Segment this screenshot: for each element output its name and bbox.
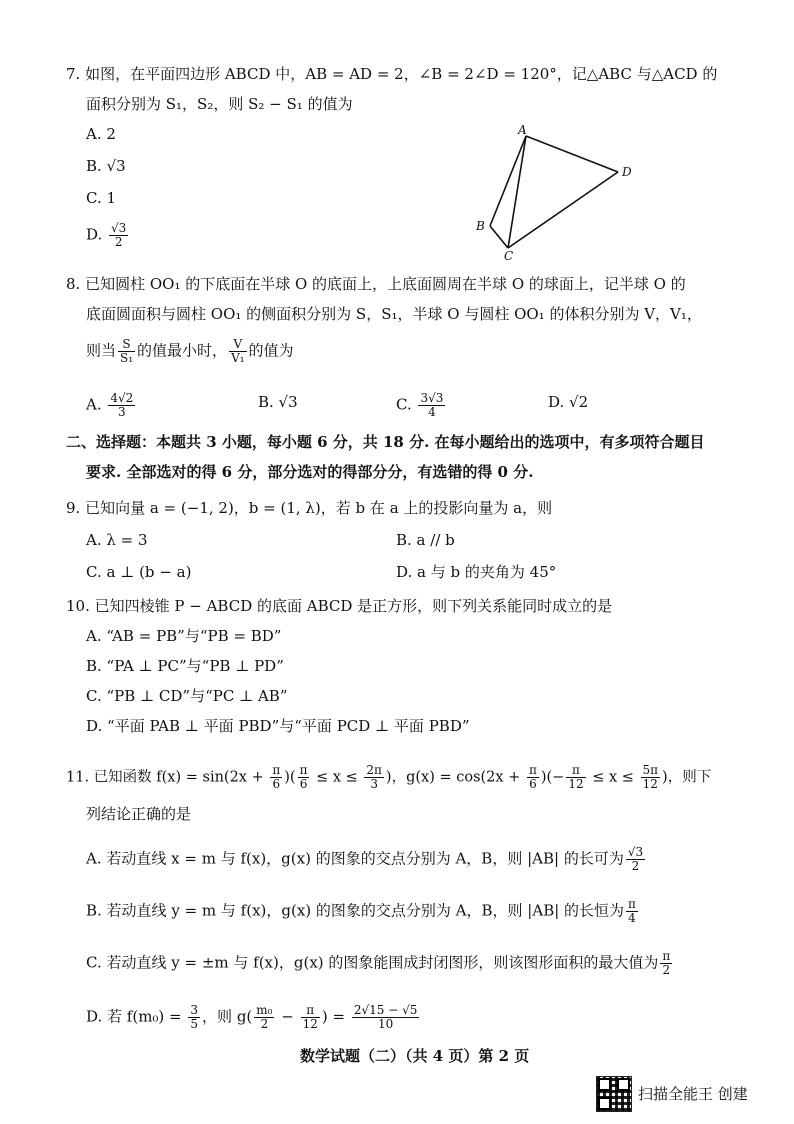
q11-option-c: C. 若动直线 y = ±m 与 f(x)，g(x) 的图象能围成封闭图形，则该图形面积的最大值为 $\frac{\pi}{2}$ — [86, 949, 671, 977]
q11-option-a: A. 若动直线 x = m 与 f(x)，g(x) 的图象的交点分别为 A，B，则 |AB| 的长可为 $\frac{√3}{2}$ — [86, 845, 644, 873]
q8-stem-line1: 8. 已知圆柱 OO₁ 的下底面在半球 O 的底面上，上底面圆周在半球 O 的球面上，记半球 O 的 — [66, 275, 686, 293]
q10-stem: 10. 已知四棱锥 P − ABCD 的底面 ABCD 是正方形，则下列关系能同时成立的是 — [66, 597, 613, 615]
qr-code-icon — [596, 1076, 632, 1112]
label-a: A — [518, 123, 527, 137]
q10-option-d: D. “平面 PAB ⊥ 平面 PBD”与“平面 PCD ⊥ 平面 PBD” — [86, 717, 470, 735]
label-d: D — [622, 165, 632, 179]
q7-option-d: D. $\frac{√3}{2}$ — [86, 221, 127, 249]
q8-stem-line2: 底面圆面积与圆柱 OO₁ 的侧面积分别为 S，S₁，半球 O 与圆柱 OO₁ 的体积分别为 V，V₁， — [86, 305, 702, 323]
q11-stem-line1: 11. 已知函数 f(x) = sin(2x + $\frac{\pi}{6}$ )( $\frac{\pi}{6}$ ≤ x ≤ $\frac{2\pi}{3}$ )，g(x) = cos(2x + $\frac{\pi}{6}$ )(− $\frac{\pi}{12}$ ≤ x ≤ $\frac{5\pi}{12}$ )，则下 — [66, 763, 712, 791]
q8-stem-line3: 则当 $\frac{S}{\text{S₁}}$ 的值最小时， $\frac{V}{\text{V₁}}$ 的值为 — [86, 337, 294, 365]
scanner-watermark: 扫描全能王 创建 — [638, 1085, 748, 1103]
quadrilateral-figure — [470, 122, 640, 262]
q7-option-b: B. √3 — [86, 157, 126, 175]
q7-stem-line1: 7. 如图，在平面四边形 ABCD 中，AB = AD = 2，∠B = 2∠D = 120°，记△ABC 与△ACD 的 — [66, 65, 718, 83]
q9-option-a: A. λ = 3 — [86, 531, 148, 549]
segment-ad — [526, 136, 618, 172]
section2-heading-line1: 二、选择题：本题共 3 小题，每小题 6 分，共 18 分. 在每小题给出的选项中，有多项符合题目 — [66, 433, 705, 451]
segment-ab — [490, 136, 526, 226]
q10-option-c: C. “PB ⊥ CD”与“PC ⊥ AB” — [86, 687, 288, 705]
q11-option-b: B. 若动直线 y = m 与 f(x)，g(x) 的图象的交点分别为 A，B，则 |AB| 的长恒为 $\frac{\pi}{4}$ — [86, 897, 636, 925]
label-b: B — [476, 219, 485, 233]
label-c: C — [504, 249, 514, 262]
section2-heading-line2: 要求. 全部选对的得 6 分，部分选对的得部分分，有选错的得 0 分. — [86, 463, 534, 481]
q11-stem-line2: 列结论正确的是 — [86, 805, 192, 823]
segment-bc — [490, 226, 508, 248]
segment-ac — [508, 136, 526, 248]
q9-option-d: D. a 与 b 的夹角为 45° — [396, 563, 557, 581]
q11-option-d: D. 若 f(m₀) = $\frac{3}{5}$ ，则 g( $\frac{\text{m₀}}{2}$ − $\frac{\pi}{12}$ ) = $\frac{2√15 - √5}{10}$ — [86, 1003, 418, 1031]
q10-option-b: B. “PA ⊥ PC”与“PB ⊥ PD” — [86, 657, 284, 675]
q9-option-b: B. a // b — [396, 531, 455, 549]
q8-option-c: C. $\frac{3√3}{4}$ — [396, 391, 444, 419]
q7-option-a: A. 2 — [86, 125, 116, 143]
q8-option-d: D. √2 — [548, 393, 589, 411]
q7-stem-line2: 面积分别为 S₁，S₂，则 S₂ − S₁ 的值为 — [86, 95, 353, 113]
q8-option-b: B. √3 — [258, 393, 298, 411]
q9-option-c: C. a ⊥ (b − a) — [86, 563, 192, 581]
q10-option-a: A. “AB = PB”与“PB = BD” — [86, 627, 282, 645]
q7-option-c: C. 1 — [86, 189, 117, 207]
segment-cd — [508, 172, 618, 248]
q9-stem: 9. 已知向量 a = (−1, 2)，b = (1, λ)，若 b 在 a 上的投影向量为 a，则 — [66, 499, 553, 517]
q8-option-a: A. $\frac{4√2}{3}$ — [86, 391, 134, 419]
page-footer: 数学试题（二）（共 4 页）第 2 页 — [300, 1047, 530, 1065]
